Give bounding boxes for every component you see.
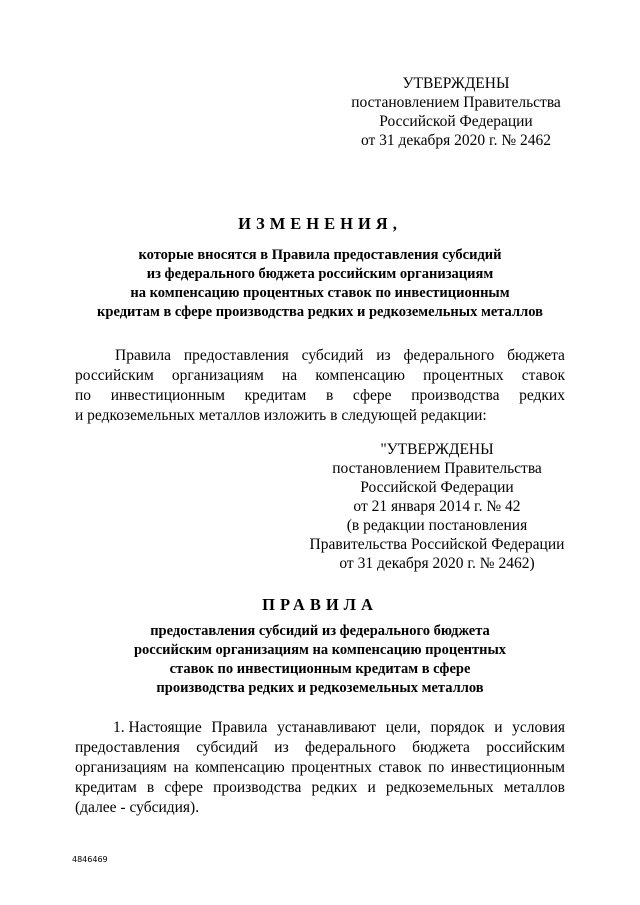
paragraph-line: [75, 386, 565, 406]
word: Правила: [115, 347, 172, 364]
changes-title: ИЗМЕНЕНИЯ,: [238, 214, 402, 233]
word: предоставления: [183, 347, 289, 364]
approval-title: "УТВЕРЖДЕНЫ: [380, 441, 494, 458]
word: из: [274, 739, 289, 756]
word: и: [494, 719, 503, 736]
word: производства: [213, 779, 302, 796]
approval-line: постановлением Правительства: [332, 460, 542, 477]
word: инвестиционным: [450, 759, 565, 776]
word: инвестиционным: [110, 387, 225, 404]
word: в: [146, 779, 155, 796]
word: по: [428, 759, 445, 776]
approval-line: Российской Федерации: [360, 479, 514, 496]
subtitle-line: которые вносятся в Правила предоставления субсидий: [138, 247, 502, 263]
word: по: [75, 387, 92, 404]
approval-stamp-quoted: [300, 440, 574, 573]
word: ставок: [378, 759, 422, 776]
word: федерального: [305, 739, 396, 756]
intro-paragraph: [75, 346, 565, 426]
paragraph-line: (далее - субсидия).: [75, 799, 200, 816]
word: 1. Настоящие: [113, 719, 202, 736]
word: металлов: [503, 779, 565, 796]
document-code: 4846469: [72, 855, 108, 864]
word: из: [376, 347, 391, 364]
word: российским: [486, 739, 565, 756]
word: предоставления: [75, 739, 180, 756]
word: процентных: [423, 367, 504, 384]
paragraph-line: [75, 366, 565, 386]
word: компенсацию: [195, 759, 285, 776]
subtitle-line: предоставления субсидий из федерального бюджета: [150, 623, 490, 639]
paragraph-line: [75, 346, 565, 366]
point-1-paragraph: [75, 718, 565, 818]
subtitle-line: на компенсацию процентных ставок по инвестиционным: [130, 285, 510, 301]
word: производства: [411, 387, 500, 404]
word: порядок: [430, 719, 485, 736]
word: условия: [512, 719, 565, 736]
approval-title: УТВЕРЖДЕНЫ: [402, 75, 510, 92]
word: организациям: [75, 759, 167, 776]
word: сфере: [164, 779, 203, 796]
word: субсидий: [301, 347, 364, 364]
word: бюджета: [507, 347, 565, 364]
approval-line: Правительства Российской Федерации: [309, 536, 565, 553]
word: на: [281, 367, 298, 384]
word: сфере: [352, 387, 392, 404]
paragraph-line: [75, 738, 565, 758]
approval-date: от 21 января 2014 г. № 42: [353, 498, 521, 515]
word: ставок: [521, 367, 565, 384]
subtitle-line: кредитам в сфере производства редких и редкоземельных металлов: [97, 304, 543, 320]
word: устанавливают: [277, 719, 377, 736]
word: на: [173, 759, 189, 776]
paragraph-line: [75, 778, 565, 798]
word: редких: [519, 387, 565, 404]
word: редкоземельных: [385, 779, 494, 796]
subtitle-line: производства редких и редкоземельных металлов: [156, 680, 484, 696]
subtitle-line: ставок по инвестиционным кредитам в сфере: [169, 661, 471, 677]
paragraph-line: [75, 718, 565, 738]
word: процентных: [291, 759, 372, 776]
subtitle-line: российским организациям на компенсацию процентных: [133, 642, 507, 658]
word: федерального: [403, 347, 495, 364]
approval-date: от 31 декабря 2020 г. № 2462): [339, 555, 535, 572]
rules-title: ПРАВИЛА: [262, 595, 378, 614]
changes-subtitle: [40, 246, 600, 322]
approval-line: Российской Федерации: [379, 113, 533, 130]
word: кредитам: [75, 779, 137, 796]
word: компенсацию: [315, 367, 405, 384]
subtitle-line: из федерального бюджета российским организациям: [146, 266, 494, 282]
approval-stamp-top: [345, 74, 567, 150]
paragraph-line: [75, 758, 565, 778]
word: бюджета: [412, 739, 470, 756]
approval-line: (в редакции постановления: [346, 517, 528, 534]
word: субсидий: [196, 739, 258, 756]
word: и: [367, 779, 376, 796]
word: в: [325, 387, 334, 404]
approval-date: от 31 декабря 2020 г. № 2462: [360, 132, 552, 149]
word: кредитам: [244, 387, 307, 404]
paragraph-line: и редкоземельных металлов изложить в следующей редакции:: [75, 407, 487, 424]
word: российским: [75, 367, 154, 384]
word: Правила: [211, 719, 268, 736]
word: цели,: [385, 719, 421, 736]
word: редких: [311, 779, 358, 796]
rules-subtitle: [40, 622, 600, 698]
approval-line: постановлением Правительства: [351, 94, 561, 111]
word: организациям: [171, 367, 264, 384]
